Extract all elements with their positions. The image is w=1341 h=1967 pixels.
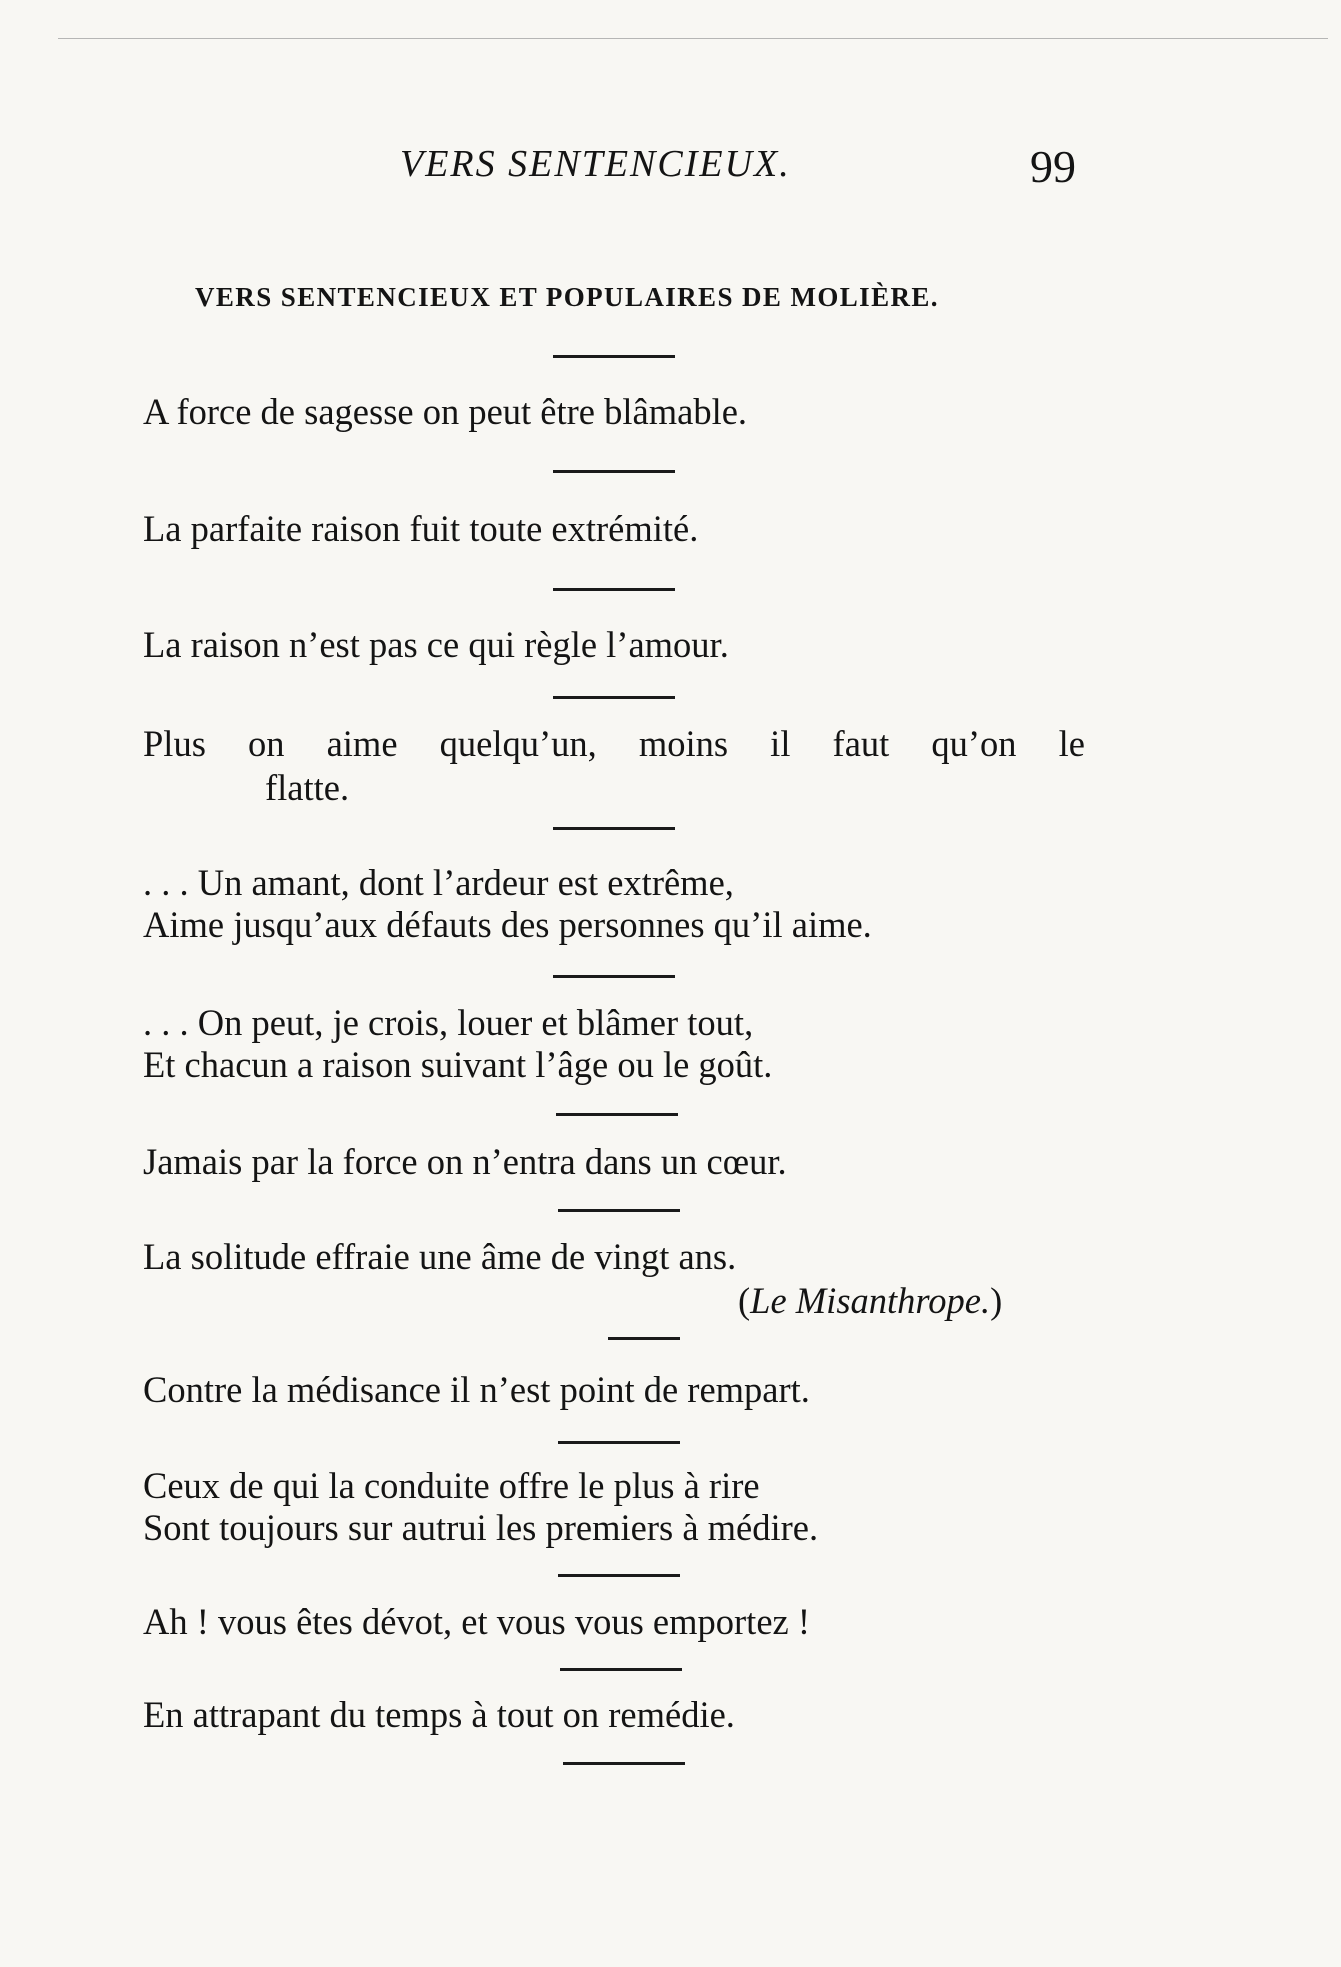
verse-1-line-1: A force de sagesse on peut être blâmable. [143, 391, 748, 432]
section-title: VERS SENTENCIEUX ET POPULAIRES DE MOLIÈRE. [195, 282, 939, 312]
separator-rule [560, 1668, 682, 1671]
separator-rule [553, 827, 675, 830]
play-title: Le Misanthrope. [750, 1280, 991, 1321]
verse-12-line-1: En attrapant du temps à tout on remédie. [143, 1694, 735, 1735]
separator-rule [553, 696, 675, 699]
separator-rule [563, 1762, 685, 1765]
verse-2-line-1: La parfaite raison fuit toute extrémité. [143, 508, 699, 549]
separator-rule [553, 470, 675, 473]
verse-6-line-1: . . . On peut, je crois, louer et blâmer tout, [143, 1002, 754, 1043]
source-attribution [738, 1279, 1002, 1322]
verse-9-line-1: Contre la médisance il n’est point de rempart. [143, 1369, 810, 1410]
separator-rule [558, 1209, 680, 1212]
page-number: 99 [1030, 141, 1076, 192]
verse-4-line-1: Plus on aime quelqu’un, moins il faut qu’on le [143, 723, 1085, 764]
separator-rule [608, 1337, 680, 1340]
verse-7-line-1: Jamais par la force on n’entra dans un cœur. [143, 1141, 787, 1182]
attribution-close-paren: ) [990, 1280, 1003, 1321]
attribution-open-paren: ( [738, 1280, 751, 1321]
separator-rule [558, 1574, 680, 1577]
separator-rule [553, 975, 675, 978]
verse-6-line-2: Et chacun a raison suivant l’âge ou le goût. [143, 1044, 773, 1085]
verse-5-line-1: . . . Un amant, dont l’ardeur est extrême, [143, 862, 734, 903]
verse-10-line-2: Sont toujours sur autrui les premiers à médire. [143, 1507, 819, 1548]
separator-rule [556, 1113, 678, 1116]
separator-rule [558, 1441, 680, 1444]
verse-11-line-1: Ah ! vous êtes dévot, et vous vous emportez ! [143, 1601, 810, 1642]
separator-rule [553, 588, 675, 591]
page-top-edge-line [58, 38, 1328, 39]
separator-rule [553, 355, 675, 358]
verse-8-line-1: La solitude effraie une âme de vingt ans. [143, 1236, 737, 1277]
verse-4-line-2: flatte. [265, 767, 350, 808]
running-title: VERS SENTENCIEUX. [400, 143, 791, 185]
verse-5-line-2: Aime jusqu’aux défauts des personnes qu’il aime. [143, 904, 872, 945]
verse-3-line-1: La raison n’est pas ce qui règle l’amour. [143, 624, 729, 665]
verse-10-line-1: Ceux de qui la conduite offre le plus à rire [143, 1465, 760, 1506]
